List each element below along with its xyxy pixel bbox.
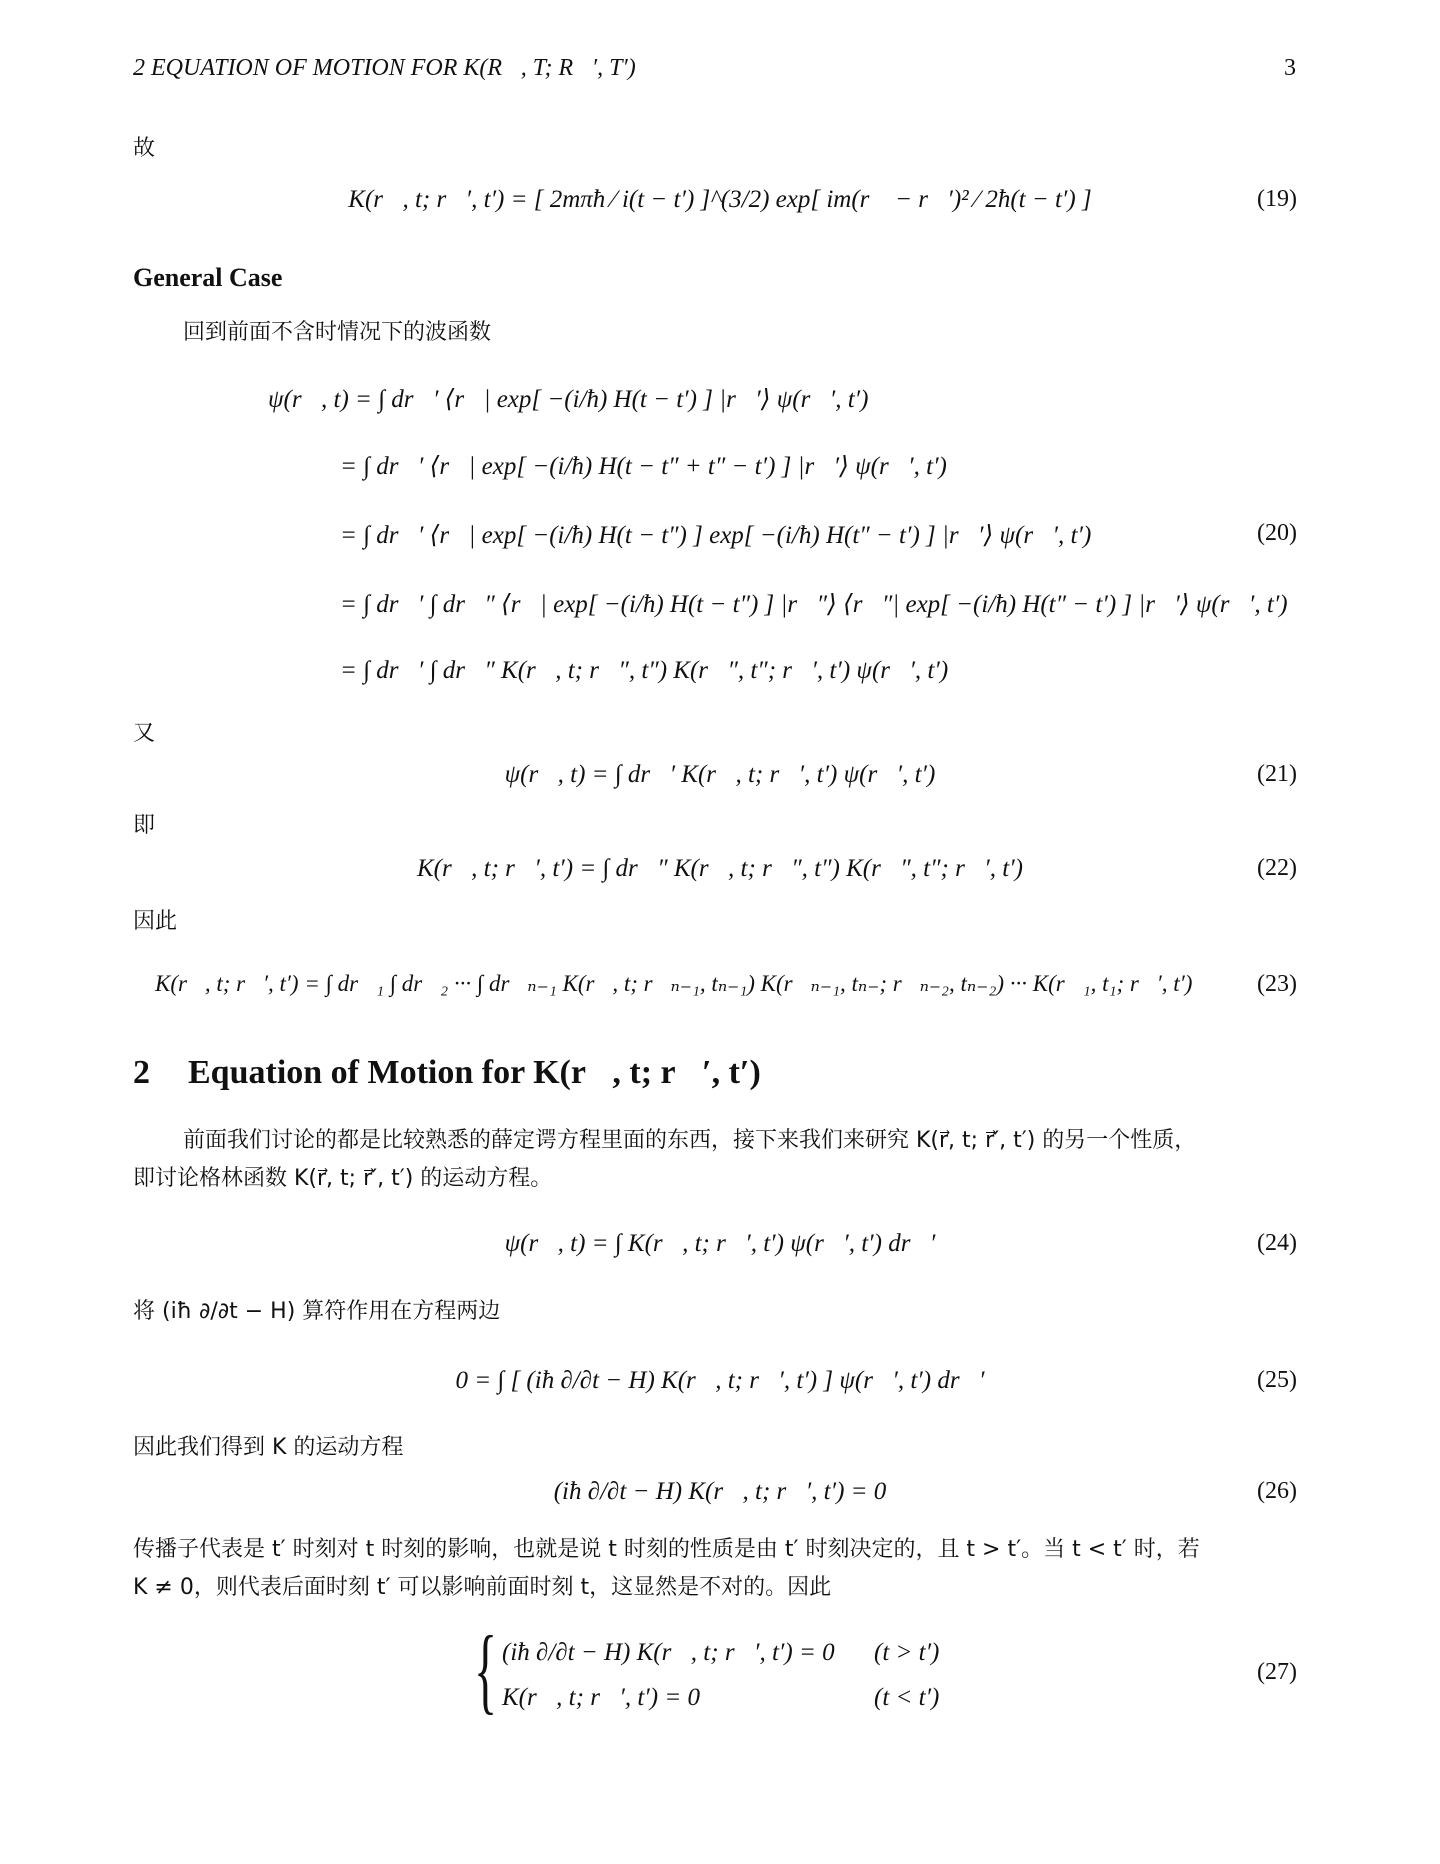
text-ji: 即 [133, 813, 156, 838]
subheading-general-case: General Case [133, 263, 283, 292]
equation-number-26: (26) [1257, 1478, 1297, 1504]
text-intro: 回到前面不含时情况下的波函数 [183, 320, 492, 345]
equation-number-23: (23) [1257, 971, 1297, 997]
equation-number-27: (27) [1257, 1659, 1297, 1685]
equation-19: K(r⃗, t; r⃗′, t′) = [ 2mπħ ⁄ i(t − t′) ]^(3/2) exp[ im(r⃗ − r⃗′)² ⁄ 2ħ(t − t′) ] [348, 186, 1092, 213]
section-title: Equation of Motion for K(r⃗, t; r⃗′, t′) [188, 1054, 761, 1091]
equation-number-22: (22) [1257, 855, 1297, 881]
text-motion-eq-intro: 因此我们得到 K 的运动方程 [133, 1435, 404, 1460]
text-you: 又 [133, 721, 156, 746]
equation-20-line-1: ψ(r⃗, t) = ∫ dr⃗′ ⟨r⃗| exp[ −(i/ħ) H(t − t′) ] |r⃗′⟩ ψ(r⃗′, t′) [268, 386, 869, 413]
text-yinci: 因此 [133, 909, 178, 934]
equation-21: ψ(r⃗, t) = ∫ dr⃗′ K(r⃗, t; r⃗′, t′) ψ(r⃗′, t′) [504, 761, 936, 788]
paragraph-2-line-1: 传播子代表是 t′ 时刻对 t 时刻的影响，也就是说 t 时刻的性质是由 t′ 时刻决定的，且 t > t′。当 t < t′ 时，若 [133, 1537, 1200, 1562]
equation-20-line-3: = ∫ dr⃗′ ⟨r⃗| exp[ −(i/ħ) H(t − t″) ] exp[ −(i/ħ) H(t″ − t′) ] |r⃗′⟩ ψ(r⃗′, t′) [340, 522, 1092, 549]
left-brace: { [474, 1616, 498, 1723]
paragraph-1-line-1: 前面我们讨论的都是比较熟悉的薛定谔方程里面的东西，接下来我们来研究 K(r⃗, t; r⃗′, t′) 的另一个性质， [183, 1128, 1197, 1153]
equation-27-line-2: K(r⃗, t; r⃗′, t′) = 0 [502, 1684, 700, 1711]
equation-27-line-1: (iħ ∂/∂t − H) K(r⃗, t; r⃗′, t′) = 0 [502, 1639, 835, 1666]
section-number: 2 [133, 1054, 150, 1091]
text-gu: 故 [133, 136, 156, 161]
equation-20-line-2: = ∫ dr⃗′ ⟨r⃗| exp[ −(i/ħ) H(t − t″ + t″ − t′) ] |r⃗′⟩ ψ(r⃗′, t′) [340, 453, 947, 480]
equation-20-line-5: = ∫ dr⃗′ ∫ dr⃗″ K(r⃗, t; r⃗″, t″) K(r⃗″, t″; r⃗′, t′) ψ(r⃗′, t′) [340, 657, 949, 684]
paragraph-1-line-2: 即讨论格林函数 K(r⃗, t; r⃗′, t′) 的运动方程。 [133, 1166, 553, 1191]
equation-22: K(r⃗, t; r⃗′, t′) = ∫ dr⃗″ K(r⃗, t; r⃗″, t″) K(r⃗″, t″; r⃗′, t′) [416, 855, 1023, 882]
equation-24: ψ(r⃗, t) = ∫ K(r⃗, t; r⃗′, t′) ψ(r⃗′, t′) dr⃗′ [504, 1230, 936, 1257]
equation-23: K(r⃗, t; r⃗′, t′) = ∫ dr⃗₁ ∫ dr⃗₂ ··· ∫ dr⃗ₙ₋₁ K(r⃗, t; r⃗ₙ₋₁, tₙ₋₁) K(r⃗ₙ₋₁, tₙ₋; r⃗ₙ₋₂, tₙ₋₂) ··· K(r⃗₁, t₁; r⃗′, t′) [155, 971, 1193, 996]
equation-number-21: (21) [1257, 761, 1297, 787]
equation-number-20: (20) [1257, 520, 1297, 546]
text-apply-operator: 将 (iħ ∂/∂t − H) 算符作用在方程两边 [133, 1299, 501, 1324]
paragraph-2-line-2: K ≠ 0，则代表后面时刻 t′ 可以影响前面时刻 t，这显然是不对的。因此 [133, 1575, 832, 1600]
equation-26: (iħ ∂/∂t − H) K(r⃗, t; r⃗′, t′) = 0 [553, 1478, 887, 1505]
equation-number-25: (25) [1257, 1367, 1297, 1393]
equation-27-condition-1: (t > t′) [874, 1639, 940, 1666]
equation-20-line-4: = ∫ dr⃗′ ∫ dr⃗″ ⟨r⃗| exp[ −(i/ħ) H(t − t″) ] |r⃗″⟩ ⟨r⃗″| exp[ −(i/ħ) H(t″ − t′) ] |r⃗′⟩ ψ(r⃗′, t′) [340, 591, 1288, 618]
equation-number-19: (19) [1257, 186, 1297, 212]
equation-27-condition-2: (t < t′) [874, 1684, 940, 1711]
page-number: 3 [1284, 55, 1296, 81]
running-header: 2 EQUATION OF MOTION FOR K(R⃗, T; R⃗′, T′) [133, 55, 636, 81]
equation-25: 0 = ∫ [ (iħ ∂/∂t − H) K(r⃗, t; r⃗′, t′) ] ψ(r⃗′, t′) dr⃗′ [455, 1367, 985, 1394]
equation-number-24: (24) [1257, 1230, 1297, 1256]
